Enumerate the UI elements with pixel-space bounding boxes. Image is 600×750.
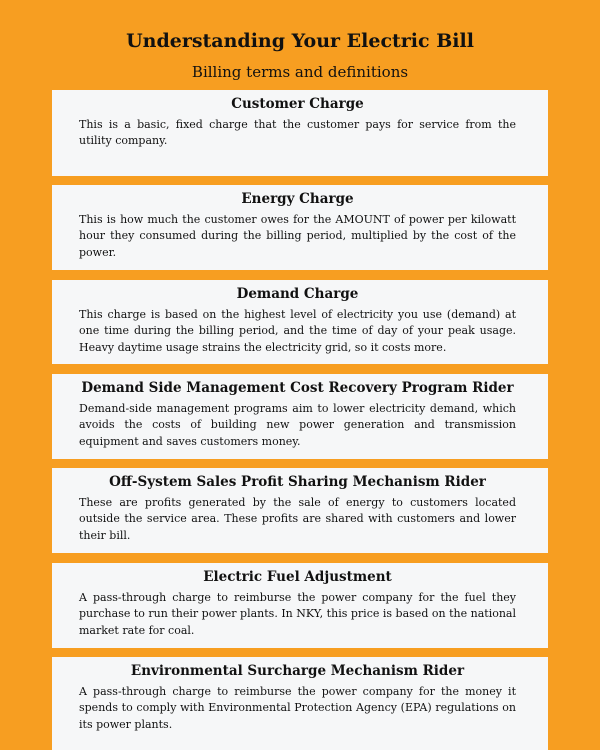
term-title: Environmental Surcharge Mechanism Rider (130, 663, 465, 679)
term-title: Electric Fuel Adjustment (203, 569, 392, 585)
term-definition: This is how much the customer owes for the AMOUNT of power per kilowatt hour they consumed during the billing period, multiplied by the cost of the power. (79, 213, 516, 259)
term-definition: This charge is based on the highest level of electricity you use (demand) at one time during the billing period, and the time of day of your peak usage. Heavy daytime usage strains the electricity grid, so it costs more. (79, 308, 516, 354)
term-card-demand-charge (52, 280, 548, 364)
term-title: Off-System Sales Profit Sharing Mechanism Rider (109, 474, 486, 490)
term-definition: A pass-through charge to reimburse the power company for the money it spends to comply with Environmental Protection Agency (EPA) regulations on its power plants. (79, 685, 516, 731)
page-title: Understanding Your Electric Bill (126, 30, 474, 52)
term-card-energy-charge (52, 185, 548, 270)
term-card-customer-charge (52, 90, 548, 176)
page-subtitle: Billing terms and definitions (191, 63, 409, 81)
term-card-electric-fuel-adjustment (52, 563, 548, 648)
term-card-environmental-surcharge (52, 657, 548, 750)
term-title: Customer Charge (231, 96, 364, 112)
term-title: Energy Charge (241, 191, 354, 207)
term-definition: These are profits generated by the sale of energy to customers located outside the service area. These profits are shared with customers and lower their bill. (79, 496, 516, 542)
term-definition: Demand-side management programs aim to lower electricity demand, which avoids the costs of building new power generation and transmission equipment and saves customers money. (79, 402, 516, 448)
term-title: Demand Charge (236, 286, 359, 302)
term-definition: This is a basic, fixed charge that the customer pays for service from the utility company. (79, 118, 516, 148)
term-card-off-system-sales (52, 468, 548, 553)
term-card-demand-side-management (52, 374, 548, 459)
term-definition: A pass-through charge to reimburse the power company for the fuel they purchase to run their power plants. In NKY, this price is based on the national market rate for coal. (79, 591, 516, 637)
term-title: Demand Side Management Cost Recovery Program Rider (81, 380, 514, 396)
